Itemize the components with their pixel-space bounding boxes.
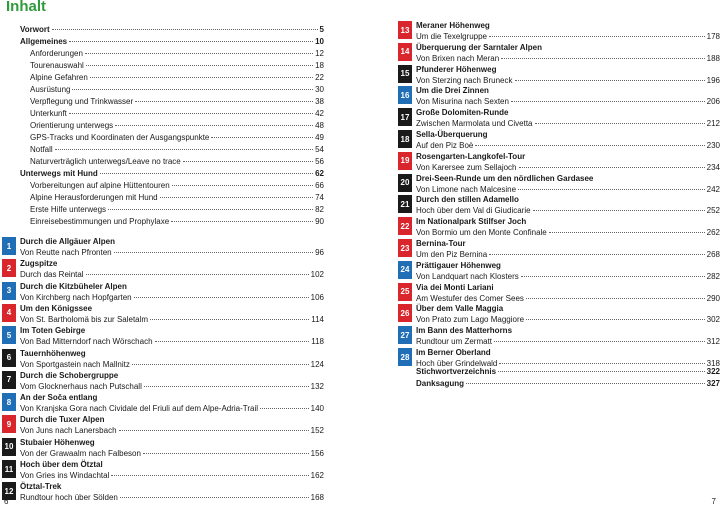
toc-entry[interactable] xyxy=(416,378,720,390)
tour-title: Stubaier Höhenweg xyxy=(20,437,95,447)
tour-subtitle: Von Sportgastein nach Mallnitz xyxy=(20,359,130,369)
toc-leader-dots xyxy=(515,80,705,81)
tour-subtitle-row xyxy=(20,381,324,392)
tour-subtitle: Zwischen Marmolata und Civetta xyxy=(416,119,533,129)
toc-leader-dots xyxy=(172,185,313,186)
tour-entry[interactable] xyxy=(400,85,720,107)
tour-entry[interactable] xyxy=(6,414,324,436)
tour-subtitle-row xyxy=(416,249,720,260)
tour-number-badge: 11 xyxy=(2,460,16,478)
tour-number-badge: 4 xyxy=(2,304,16,322)
toc-entry-page: 49 xyxy=(315,133,324,142)
toc-entry[interactable] xyxy=(20,192,324,204)
toc-leader-dots xyxy=(144,386,309,387)
tour-title: Durch den stillen Adamello xyxy=(416,195,519,205)
toc-entry-title: Alpine Herausforderungen mit Hund xyxy=(30,193,158,202)
toc-leader-dots xyxy=(111,475,308,476)
toc-leader-dots xyxy=(533,210,705,211)
tour-page: 124 xyxy=(310,359,324,369)
tour-subtitle: Von Bad Mitterndorf nach Wörschach xyxy=(20,337,153,347)
tour-title: Prättigauer Höhenweg xyxy=(416,260,501,270)
toc-entry[interactable] xyxy=(20,180,324,192)
tour-subtitle-row xyxy=(416,205,720,216)
tour-entry[interactable] xyxy=(400,325,720,347)
toc-leader-dots xyxy=(69,41,313,42)
toc-leader-dots xyxy=(498,371,705,372)
toc-leader-dots xyxy=(526,298,705,299)
tour-number-badge: 24 xyxy=(398,261,412,279)
toc-entry[interactable] xyxy=(20,24,324,36)
tour-subtitle-row xyxy=(20,314,324,325)
tour-subtitle-row xyxy=(416,53,720,64)
tour-title: Durch die Kitzbüheler Alpen xyxy=(20,281,127,291)
toc-leader-dots xyxy=(150,319,309,320)
toc-leader-dots xyxy=(135,101,313,102)
toc-entry[interactable] xyxy=(20,216,324,228)
toc-entry-page: 62 xyxy=(315,169,324,178)
tour-title: Im Toten Gebirge xyxy=(20,326,86,336)
toc-entry-title: Unterwegs mit Hund xyxy=(20,169,98,178)
toc-entry-title: Einreisebestimmungen und Prophylaxe xyxy=(30,217,170,226)
tour-entry[interactable] xyxy=(400,194,720,216)
toc-entry-page: 5 xyxy=(319,25,324,34)
toc-leader-dots xyxy=(119,430,309,431)
toc-leader-dots xyxy=(489,36,705,37)
toc-leader-dots xyxy=(155,341,310,342)
toc-entry-page: 90 xyxy=(315,217,324,226)
tour-title: Überquerung der Sarntaler Alpen xyxy=(416,42,542,52)
toc-leader-dots xyxy=(143,453,309,454)
tour-title: Pfunderer Höhenweg xyxy=(416,64,497,74)
toc-entry-title: Naturverträglich unterwegs/Leave no trace xyxy=(30,157,181,166)
toc-entry[interactable] xyxy=(416,366,720,378)
toc-leader-dots xyxy=(494,341,705,342)
toc-leader-dots xyxy=(160,197,313,198)
tour-number-badge: 21 xyxy=(398,195,412,213)
toc-entry-page: 56 xyxy=(315,157,324,166)
toc-leader-dots xyxy=(183,161,313,162)
tour-subtitle: Von Gries ins Windachtal xyxy=(20,471,110,480)
toc-entry-title: Orientierung unterwegs xyxy=(30,121,114,130)
tour-title: Via dei Monti Lariani xyxy=(416,282,494,292)
tour-title: Im Bann des Matterhorns xyxy=(416,326,513,336)
toc-leader-dots xyxy=(519,167,705,168)
tour-subtitle-row xyxy=(20,425,324,436)
tour-entry[interactable] xyxy=(400,42,720,64)
tour-number-badge: 28 xyxy=(398,348,412,366)
toc-leader-dots xyxy=(171,221,313,222)
tour-page: 242 xyxy=(706,184,720,194)
tour-title: Um den Königssee xyxy=(20,303,93,313)
toc-leader-dots xyxy=(90,77,313,78)
toc-entry-page: 327 xyxy=(706,379,720,388)
toc-leader-dots xyxy=(535,123,705,124)
tour-page: 140 xyxy=(310,404,324,414)
toc-leader-dots xyxy=(511,101,705,102)
tour-page: 268 xyxy=(706,250,720,259)
tour-subtitle: Am Westufer des Comer Sees xyxy=(416,293,524,303)
tour-title: Sella-Überquerung xyxy=(416,130,488,139)
toc-entry[interactable] xyxy=(20,156,324,168)
page-number-right: 7 xyxy=(711,497,716,506)
toc-leader-dots xyxy=(115,125,313,126)
tour-title: Um die Drei Zinnen xyxy=(416,86,489,96)
tour-subtitle: Von Kranjska Gora nach Cividale del Friuli auf dem Alpe-Adria-Trail xyxy=(20,404,259,414)
toc-leader-dots xyxy=(260,408,309,409)
tour-number-badge: 19 xyxy=(398,152,412,170)
toc-entry-title: Anforderungen xyxy=(30,49,83,58)
tour-title: Durch die Allgäuer Alpen xyxy=(20,237,115,246)
tour-page: 234 xyxy=(706,162,720,172)
tour-entry[interactable] xyxy=(400,238,720,260)
tour-entry[interactable] xyxy=(400,216,720,238)
tour-page: 188 xyxy=(706,53,720,63)
toc-entry-title: Vorwort xyxy=(20,25,50,34)
tour-page: 318 xyxy=(706,359,720,368)
tour-entry[interactable] xyxy=(400,173,720,195)
toc-leader-dots xyxy=(521,276,705,277)
toc-entry-title: Stichwortverzeichnis xyxy=(416,367,497,376)
tour-title: Im Nationalpark Stilfser Joch xyxy=(416,217,527,227)
tour-title: Über dem Valle Maggia xyxy=(416,304,504,314)
tour-subtitle-row xyxy=(416,314,720,325)
tour-number-badge: 2 xyxy=(2,259,16,277)
toc-entry[interactable] xyxy=(20,84,324,96)
tour-page: 114 xyxy=(311,314,324,324)
tour-subtitle-row xyxy=(416,293,720,304)
tour-page: 178 xyxy=(706,32,720,41)
tour-page: 252 xyxy=(706,206,720,216)
tour-subtitle-row xyxy=(416,118,720,129)
toc-entry[interactable] xyxy=(20,168,324,180)
tour-title: Große Dolomiten-Runde xyxy=(416,108,509,118)
tour-title: Meraner Höhenweg xyxy=(416,21,490,30)
tour-entry[interactable] xyxy=(4,437,324,459)
tour-subtitle: Von St. Bartholomä bis zur Saletalm xyxy=(20,314,149,324)
tour-subtitle: Von Kirchberg nach Hopfgarten xyxy=(20,292,132,302)
tour-subtitle-row xyxy=(416,75,720,86)
tour-subtitle: Auf den Piz Boè xyxy=(416,141,474,150)
tour-number-badge: 12 xyxy=(2,482,16,500)
tour-number-badge: 5 xyxy=(2,326,16,344)
toc-leader-dots xyxy=(86,274,309,275)
tour-subtitle-row xyxy=(20,336,324,347)
tour-number-badge: 9 xyxy=(2,415,16,433)
toc-entry-page: 48 xyxy=(315,121,324,130)
tour-title: Drei-Seen-Runde um den nördlichen Gardasee xyxy=(416,173,594,183)
toc-leader-dots xyxy=(211,137,313,138)
toc-leader-dots xyxy=(132,364,309,365)
tour-entry[interactable] xyxy=(4,459,324,481)
tour-subtitle: Rundtour hoch über Sölden xyxy=(20,493,118,503)
toc-entry-page: 30 xyxy=(315,85,324,94)
tour-subtitle: Durch das Reintal xyxy=(20,270,84,280)
toc-leader-dots xyxy=(86,65,313,66)
toc-entry[interactable] xyxy=(20,132,324,144)
toc-leader-dots xyxy=(518,189,705,190)
tour-number-badge: 13 xyxy=(398,21,412,39)
left-column xyxy=(4,24,324,503)
tour-number-badge: 22 xyxy=(398,217,412,235)
toc-leader-dots xyxy=(55,149,313,150)
toc-leader-dots xyxy=(526,319,705,320)
tour-subtitle-row xyxy=(416,140,720,151)
toc-entry[interactable] xyxy=(20,204,324,216)
tour-page: 262 xyxy=(706,228,720,238)
tour-entry[interactable] xyxy=(400,260,720,282)
toc-entry[interactable] xyxy=(20,120,324,132)
tour-subtitle-row xyxy=(416,96,720,107)
toc-entry[interactable] xyxy=(20,108,324,120)
toc-entry-page: 66 xyxy=(315,181,324,190)
tour-subtitle: Von Misurina nach Sexten xyxy=(416,97,509,107)
tour-page: 162 xyxy=(310,471,324,480)
tour-number-badge: 16 xyxy=(398,86,412,104)
tour-page: 312 xyxy=(706,337,720,347)
tour-page: 230 xyxy=(706,141,720,150)
tour-subtitle-row xyxy=(20,359,324,370)
tour-subtitle-row xyxy=(416,271,720,282)
toc-leader-dots xyxy=(85,53,313,54)
tour-page: 102 xyxy=(310,270,324,280)
tour-title: Im Berner Oberland xyxy=(416,348,491,357)
tour-page: 118 xyxy=(311,337,324,347)
tour-number-badge: 15 xyxy=(398,65,412,83)
tour-entry[interactable] xyxy=(400,151,720,173)
toc-entry-page: 74 xyxy=(315,193,324,202)
tour-subtitle: Um die Texelgruppe xyxy=(416,32,488,41)
tour-subtitle-row xyxy=(416,31,720,42)
toc-leader-dots xyxy=(489,254,704,255)
toc-leader-dots xyxy=(52,29,318,30)
tour-number-badge: 3 xyxy=(2,282,16,300)
tour-entry[interactable] xyxy=(6,281,324,303)
toc-leader-dots xyxy=(69,113,313,114)
tour-subtitle: Von Reutte nach Pfronten xyxy=(20,248,112,257)
tour-page: 212 xyxy=(706,119,720,129)
tour-page: 106 xyxy=(310,292,324,302)
toc-entry-title: Ausrüstung xyxy=(30,85,71,94)
tour-page: 302 xyxy=(706,315,720,325)
tour-entry[interactable] xyxy=(400,303,720,325)
toc-entry[interactable] xyxy=(20,36,324,48)
back-matter-list xyxy=(416,366,720,390)
tour-number-badge: 8 xyxy=(2,393,16,411)
tour-entry[interactable] xyxy=(6,348,324,370)
tour-page: 96 xyxy=(315,248,324,257)
tour-number-badge: 27 xyxy=(398,326,412,344)
toc-entry-page: 22 xyxy=(315,73,324,82)
toc-entry-page: 38 xyxy=(315,97,324,106)
tour-page: 132 xyxy=(310,381,324,391)
tour-entry[interactable] xyxy=(400,107,720,129)
tour-entry[interactable] xyxy=(400,64,720,86)
tour-page: 282 xyxy=(706,271,720,281)
tour-subtitle: Um den Piz Bernina xyxy=(416,250,488,259)
tour-number-badge: 1 xyxy=(2,237,16,255)
toc-leader-dots xyxy=(499,363,704,364)
toc-entry-title: Allgemeines xyxy=(20,37,68,46)
tour-title: Bernina-Tour xyxy=(416,239,466,248)
tour-subtitle: Hoch über dem Val di Giudicarie xyxy=(416,206,531,216)
tour-subtitle-row xyxy=(20,470,324,481)
tour-subtitle: Von Prato zum Lago Maggiore xyxy=(416,315,525,325)
tour-entry[interactable] xyxy=(6,258,324,280)
tour-number-badge: 25 xyxy=(398,283,412,301)
toc-entry[interactable] xyxy=(20,96,324,108)
toc-entry-page: 82 xyxy=(315,205,324,214)
tour-page: 196 xyxy=(706,75,720,85)
tour-subtitle-row xyxy=(20,247,324,258)
toc-entry-title: Verpflegung und Trinkwasser xyxy=(30,97,134,106)
toc-leader-dots xyxy=(134,297,309,298)
tour-subtitle-row xyxy=(20,269,324,280)
toc-entry-page: 18 xyxy=(315,61,324,70)
toc-leader-dots xyxy=(108,209,313,210)
tour-subtitle: Von der Grawaalm nach Falbeson xyxy=(20,448,141,458)
toc-entry-page: 10 xyxy=(315,37,324,46)
toc-entry-page: 54 xyxy=(315,145,324,154)
tour-number-badge: 23 xyxy=(398,239,412,257)
tour-subtitle-row xyxy=(416,162,720,173)
toc-entry-title: Erste Hilfe unterwegs xyxy=(30,205,107,214)
tour-subtitle-row xyxy=(20,292,324,303)
tour-subtitle: Von Karersee zum Sellajoch xyxy=(416,162,517,172)
tour-subtitle-row xyxy=(416,227,720,238)
tour-subtitle: Von Landquart nach Klosters xyxy=(416,271,519,281)
tour-subtitle: Von Bormio um den Monte Confinale xyxy=(416,228,547,238)
toc-leader-dots xyxy=(120,497,309,498)
toc-leader-dots xyxy=(466,383,705,384)
tour-entry[interactable] xyxy=(6,236,324,258)
tour-subtitle: Von Sterzing nach Bruneck xyxy=(416,75,513,85)
tour-title: Durch die Schobergruppe xyxy=(20,370,119,380)
tour-title: Tauernhöhenweg xyxy=(20,348,86,358)
toc-entry[interactable] xyxy=(20,60,324,72)
toc-entry-title: Tourenauswahl xyxy=(30,61,84,70)
toc-entry-title: Notfall xyxy=(30,145,53,154)
tour-page: 290 xyxy=(706,293,720,303)
tour-entry[interactable] xyxy=(4,481,324,503)
toc-entry-title: Danksagung xyxy=(416,379,465,388)
tour-title: Ötztal-Trek xyxy=(20,482,62,492)
tour-entry[interactable] xyxy=(6,303,324,325)
tour-subtitle-row xyxy=(20,492,324,503)
tour-entry[interactable] xyxy=(400,129,720,151)
toc-leader-dots xyxy=(549,232,705,233)
toc-entry[interactable] xyxy=(20,144,324,156)
tour-number-badge: 7 xyxy=(2,371,16,389)
tour-entry[interactable] xyxy=(6,325,324,347)
tour-page: 168 xyxy=(310,493,324,503)
front-matter-list xyxy=(20,24,324,228)
tour-title: Durch die Tuxer Alpen xyxy=(20,415,105,425)
tour-subtitle: Vom Glocknerhaus nach Putschall xyxy=(20,381,142,391)
tour-subtitle-row xyxy=(20,448,324,459)
tour-subtitle-row xyxy=(416,336,720,347)
tour-number-badge: 10 xyxy=(2,438,16,456)
toc-entry-page: 12 xyxy=(315,49,324,58)
toc-entry-title: Unterkunft xyxy=(30,109,67,118)
tour-number-badge: 20 xyxy=(398,174,412,192)
toc-entry-title: GPS-Tracks und Koordinaten der Ausgangspunkte xyxy=(30,133,210,142)
tour-entry[interactable] xyxy=(6,392,324,414)
tour-title: Zugspitze xyxy=(20,259,58,269)
tour-number-badge: 6 xyxy=(2,349,16,367)
toc-leader-dots xyxy=(501,58,704,59)
toc-entry-page: 322 xyxy=(706,367,720,376)
tour-subtitle-row xyxy=(416,184,720,195)
tour-number-badge: 18 xyxy=(398,130,412,148)
toc-entry[interactable] xyxy=(20,48,324,60)
toc-entry-title: Alpine Gefahren xyxy=(30,73,88,82)
toc-entry-title: Vorbereitungen auf alpine Hüttentouren xyxy=(30,181,170,190)
tour-subtitle: Rundtour um Zermatt xyxy=(416,337,493,347)
page-number-left: 6 xyxy=(4,497,9,506)
tour-number-badge: 14 xyxy=(398,43,412,61)
tour-subtitle: Hoch über Grindelwald xyxy=(416,359,498,368)
toc-leader-dots xyxy=(114,252,313,253)
tour-title: An der Soča entlang xyxy=(20,393,98,403)
tour-subtitle-row xyxy=(20,403,324,414)
tour-title: Rosengarten-Langkofel-Tour xyxy=(416,151,526,161)
tour-entry[interactable] xyxy=(6,370,324,392)
tour-entry[interactable] xyxy=(400,20,720,42)
tour-entry[interactable] xyxy=(400,282,720,304)
tour-page: 206 xyxy=(706,97,720,107)
tour-page: 156 xyxy=(310,448,324,458)
contents-heading: Inhalt xyxy=(6,0,46,15)
tour-subtitle: Von Brixen nach Meran xyxy=(416,53,500,63)
toc-entry-page: 42 xyxy=(315,109,324,118)
toc-entry[interactable] xyxy=(20,72,324,84)
tour-subtitle: Von Juns nach Lanersbach xyxy=(20,426,117,436)
tour-subtitle: Von Limone nach Malcesine xyxy=(416,184,517,194)
tour-number-badge: 26 xyxy=(398,304,412,322)
toc-leader-dots xyxy=(475,145,704,146)
tour-title: Hoch über dem Ötztal xyxy=(20,460,103,469)
tour-number-badge: 17 xyxy=(398,108,412,126)
toc-leader-dots xyxy=(72,89,313,90)
toc-leader-dots xyxy=(100,173,313,174)
tour-page: 152 xyxy=(310,426,324,436)
